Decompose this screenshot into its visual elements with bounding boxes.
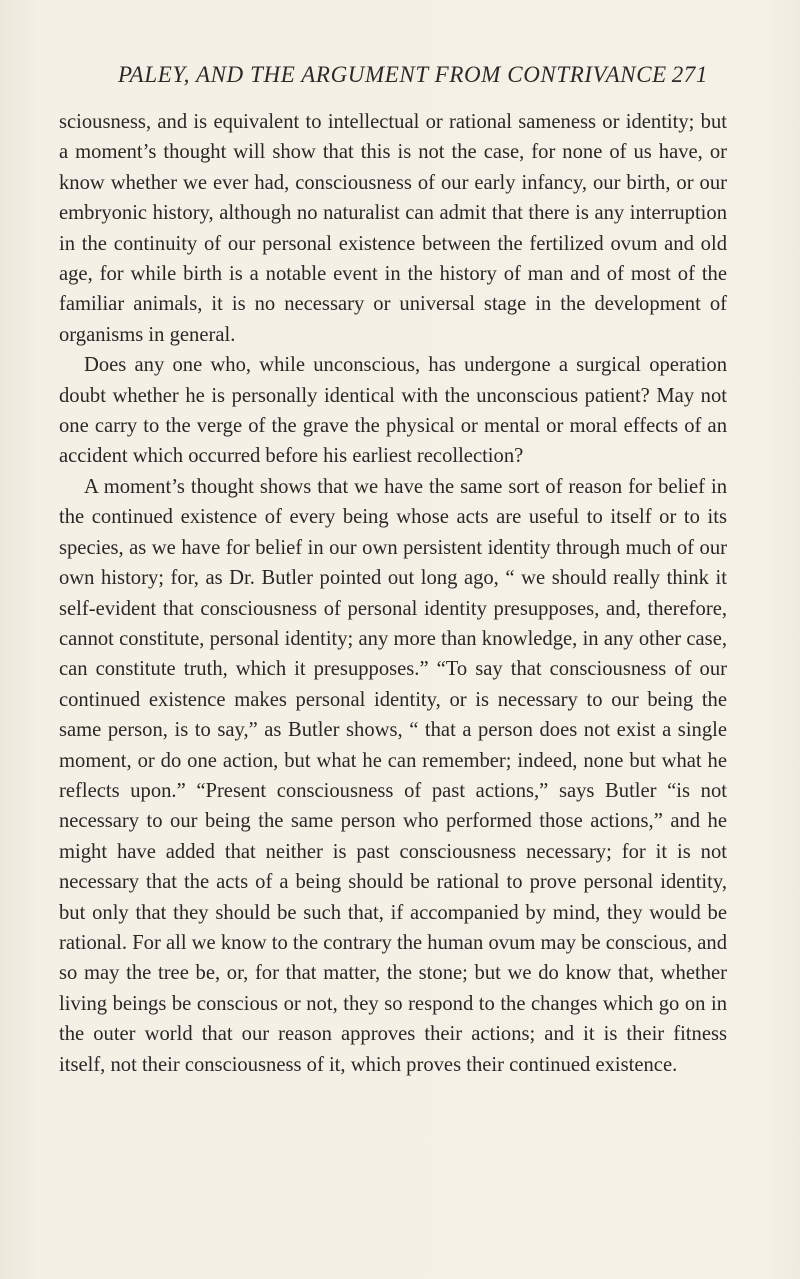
- paragraph-2: Does any one who, while unconscious, has undergone a surgical operation doubt whether he is personally identical with the unconscious patient? May not one carry to the verge of the grave the physical or mental or moral effects of an accident which occurred before his earliest recollection?: [59, 354, 727, 468]
- running-head: [118, 62, 708, 96]
- paragraph-3: A moment’s thought shows that we have the same sort of reason for belief in the continued existence of every being whose acts are useful to itself or to its species, as we have for belief in our own persistent identity through much of our own history; for, as Dr. Butler pointed out long ago, “ we should really think it self-evident that consciousness of personal identity presupposes, and, therefore, cannot constitute, personal identity; any more than knowledge, in any other case, can constitute truth, which it presupposes.” “To say that consciousness of our continued existence makes personal identity, or is necessary to our being the same person, is to say,” as Butler shows, “ that a person does not exist a single moment, or do one action, but what he can remember; indeed, none but what he reflects upon.” “Present consciousness of past actions,” says Butler “is not necessary to our being the same person who performed those actions,” and he might have added that neither is past consciousness necessary; for it is not necessary that the acts of a being should be rational to prove personal identity, but only that they should be such that, if accompanied by mind, they would be rational. For all we know to the contrary the human ovum may be conscious, and so may the tree be, or, for that matter, the stone; but we do know that, whether living beings be conscious or not, they so respond to the changes which go on in the outer world that our reason approves their actions; and it is their fitness itself, not their consciousness of it, which proves their continued existence.: [59, 475, 727, 1076]
- page-number: 271: [671, 62, 708, 87]
- body-text: [59, 107, 727, 1080]
- paragraph-1: sciousness, and is equivalent to intellectual or rational sameness or identity; but a moment’s thought will show that this is not the case, for none of us have, or know whether we ever had, consciousness of our early infancy, our birth, or our embryonic history, although no naturalist can admit that there is any interruption in the continuity of our personal existence between the fertilized ovum and old age, for while birth is a notable event in the history of man and of most of the familiar animals, it is no necessary or universal stage in the development of organisms in general.: [59, 111, 727, 346]
- running-head-title: PALEY, AND THE ARGUMENT FROM CONTRIVANCE: [118, 62, 667, 87]
